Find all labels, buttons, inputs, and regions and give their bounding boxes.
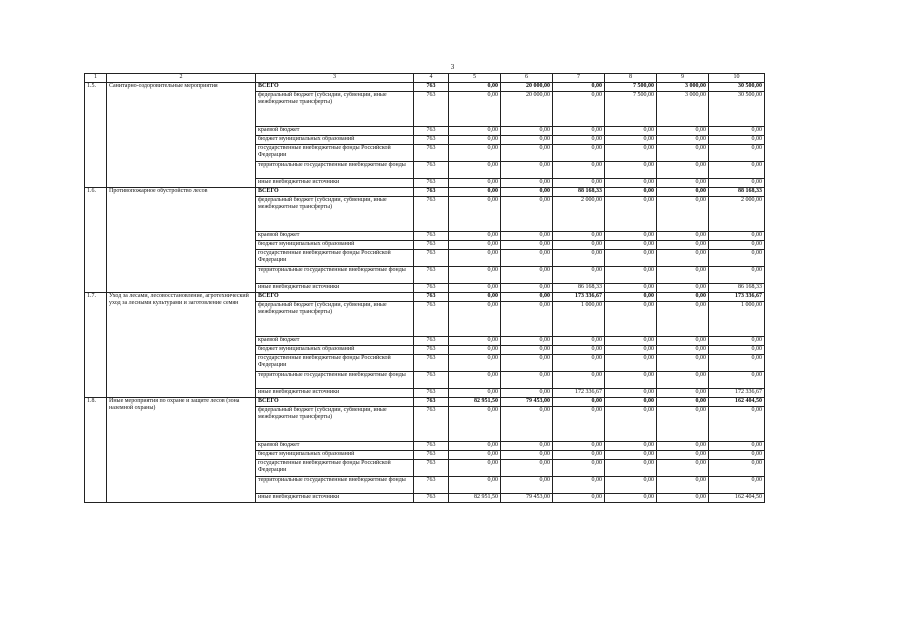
table-row [85,188,765,197]
amount-cell: 172 336,67 [553,389,605,398]
total-amount: 162 404,50 [709,494,765,503]
amount-cell: 0,00 [449,442,501,451]
amount-cell: 0,00 [449,267,501,284]
column-header-7: 7 [553,74,605,83]
amount-cell: 0,00 [657,355,709,372]
amount-cell: 0,00 [501,451,553,460]
budget-code: 763 [414,337,449,346]
amount-cell: 173 336,67 [553,293,605,302]
amount-cell: 0,00 [553,232,605,241]
total-amount: 162 404,50 [709,398,765,407]
amount-cell: 0,00 [501,407,553,442]
amount-cell: 0,00 [605,337,657,346]
funding-source-label: бюджет муниципальных образований [256,241,414,250]
amount-cell: 0,00 [657,293,709,302]
amount-cell: 0,00 [501,188,553,197]
total-amount: 2 000,00 [709,197,765,232]
funding-source-label: государственные внебюджетные фонды Российской Федерации [256,145,414,162]
amount-cell: 0,00 [553,442,605,451]
section-index: 1.5. [85,83,107,188]
funding-source-label: ВСЕГО [256,188,414,197]
column-header-8: 8 [605,74,657,83]
total-amount: 0,00 [709,460,765,477]
column-header-3: 3 [256,74,414,83]
funding-source-label: федеральный бюджет (субсидии, субвенции, иные межбюджетные трансферты) [256,197,414,232]
total-amount: 1 000,00 [709,302,765,337]
amount-cell: 0,00 [501,460,553,477]
amount-cell: 0,00 [657,232,709,241]
funding-source-label: государственные внебюджетные фонды Российской Федерации [256,250,414,267]
amount-cell: 0,00 [553,241,605,250]
amount-cell: 0,00 [449,136,501,145]
amount-cell: 0,00 [501,477,553,494]
amount-cell: 0,00 [553,494,605,503]
total-amount: 88 168,33 [709,188,765,197]
funding-source-label: краевой бюджет [256,127,414,136]
funding-source-label: территориальные государственные внебюджетные фонды [256,372,414,389]
column-header-6: 6 [501,74,553,83]
amount-cell: 0,00 [605,389,657,398]
budget-code: 763 [414,232,449,241]
amount-cell: 0,00 [657,407,709,442]
amount-cell: 0,00 [657,442,709,451]
total-amount: 0,00 [709,372,765,389]
amount-cell: 88 168,33 [553,188,605,197]
funding-source-label: иные внебюджетные источники [256,179,414,188]
budget-code: 763 [414,346,449,355]
amount-cell: 0,00 [553,372,605,389]
header-row [85,74,765,83]
table-body [85,83,765,503]
funding-source-label: федеральный бюджет (субсидии, субвенции, иные межбюджетные трансферты) [256,407,414,442]
amount-cell: 0,00 [605,477,657,494]
amount-cell: 2 000,00 [553,197,605,232]
budget-code: 763 [414,284,449,293]
amount-cell: 0,00 [553,337,605,346]
amount-cell: 0,00 [501,162,553,179]
amount-cell: 0,00 [553,145,605,162]
total-amount: 0,00 [709,442,765,451]
amount-cell: 0,00 [449,188,501,197]
amount-cell: 0,00 [553,250,605,267]
amount-cell: 3 000,00 [657,92,709,127]
amount-cell: 0,00 [449,83,501,92]
amount-cell: 0,00 [501,250,553,267]
funding-source-label: федеральный бюджет (субсидии, субвенции, иные межбюджетные трансферты) [256,302,414,337]
amount-cell: 0,00 [501,136,553,145]
amount-cell: 0,00 [605,197,657,232]
amount-cell: 0,00 [605,355,657,372]
amount-cell: 0,00 [657,188,709,197]
amount-cell: 79 453,00 [501,494,553,503]
amount-cell: 0,00 [449,337,501,346]
amount-cell: 0,00 [449,284,501,293]
amount-cell: 7 500,00 [605,83,657,92]
amount-cell: 0,00 [605,460,657,477]
funding-source-label: краевой бюджет [256,337,414,346]
funding-source-label: территориальные государственные внебюджетные фонды [256,477,414,494]
amount-cell: 0,00 [449,407,501,442]
amount-cell: 0,00 [657,250,709,267]
funding-source-label: государственные внебюджетные фонды Российской Федерации [256,355,414,372]
amount-cell: 0,00 [657,241,709,250]
amount-cell: 0,00 [657,372,709,389]
budget-code: 763 [414,83,449,92]
budget-code: 763 [414,127,449,136]
column-header-10: 10 [709,74,765,83]
amount-cell: 0,00 [605,346,657,355]
amount-cell: 0,00 [449,179,501,188]
amount-cell: 0,00 [553,92,605,127]
amount-cell: 0,00 [657,197,709,232]
amount-cell: 0,00 [657,145,709,162]
amount-cell: 0,00 [657,337,709,346]
amount-cell: 0,00 [501,145,553,162]
total-amount: 0,00 [709,145,765,162]
funding-source-label: ВСЕГО [256,293,414,302]
funding-source-label: территориальные государственные внебюджетные фонды [256,267,414,284]
funding-source-label: государственные внебюджетные фонды Российской Федерации [256,460,414,477]
funding-source-label: бюджет муниципальных образований [256,451,414,460]
funding-source-label: бюджет муниципальных образований [256,136,414,145]
amount-cell: 0,00 [605,494,657,503]
amount-cell: 0,00 [449,92,501,127]
budget-code: 763 [414,451,449,460]
amount-cell: 0,00 [657,398,709,407]
budget-code: 763 [414,442,449,451]
amount-cell: 20 000,00 [501,92,553,127]
funding-source-label: краевой бюджет [256,442,414,451]
amount-cell: 0,00 [501,442,553,451]
total-amount: 30 500,00 [709,83,765,92]
section-index: 1.6. [85,188,107,293]
amount-cell: 0,00 [657,136,709,145]
amount-cell: 0,00 [449,460,501,477]
amount-cell: 0,00 [657,284,709,293]
budget-code: 763 [414,179,449,188]
table-row [85,398,765,407]
amount-cell: 0,00 [449,372,501,389]
total-amount: 0,00 [709,477,765,494]
table-row [85,83,765,92]
amount-cell: 0,00 [449,127,501,136]
funding-source-label: бюджет муниципальных образований [256,346,414,355]
section-index: 1.7. [85,293,107,398]
amount-cell: 0,00 [501,337,553,346]
budget-code: 763 [414,407,449,442]
amount-cell: 0,00 [449,302,501,337]
amount-cell: 0,00 [501,355,553,372]
amount-cell: 0,00 [449,162,501,179]
amount-cell: 0,00 [449,346,501,355]
funding-source-label: территориальные государственные внебюджетные фонды [256,162,414,179]
amount-cell: 0,00 [501,389,553,398]
amount-cell: 0,00 [605,442,657,451]
amount-cell: 0,00 [657,389,709,398]
amount-cell: 0,00 [449,232,501,241]
budget-code: 763 [414,355,449,372]
amount-cell: 0,00 [501,241,553,250]
budget-code: 763 [414,389,449,398]
total-amount: 173 336,67 [709,293,765,302]
amount-cell: 0,00 [657,346,709,355]
amount-cell: 0,00 [501,346,553,355]
budget-code: 763 [414,162,449,179]
amount-cell: 0,00 [605,250,657,267]
amount-cell: 0,00 [605,302,657,337]
total-amount: 30 500,00 [709,92,765,127]
amount-cell: 0,00 [605,162,657,179]
amount-cell: 0,00 [501,232,553,241]
amount-cell: 7 500,00 [605,92,657,127]
section-title: Иные мероприятия по охране и защите лесов (зона наземной охраны) [107,398,256,503]
amount-cell: 0,00 [605,284,657,293]
amount-cell: 3 000,00 [657,83,709,92]
amount-cell: 0,00 [553,407,605,442]
budget-code: 763 [414,398,449,407]
funding-source-label: иные внебюджетные источники [256,389,414,398]
amount-cell: 0,00 [553,355,605,372]
budget-code: 763 [414,267,449,284]
total-amount: 0,00 [709,241,765,250]
amount-cell: 0,00 [449,355,501,372]
amount-cell: 0,00 [501,127,553,136]
total-amount: 0,00 [709,250,765,267]
budget-code: 763 [414,241,449,250]
budget-code: 763 [414,197,449,232]
page-number: 3 [450,63,455,71]
budget-code: 763 [414,477,449,494]
amount-cell: 0,00 [657,451,709,460]
amount-cell: 0,00 [449,293,501,302]
amount-cell: 0,00 [657,460,709,477]
amount-cell: 1 000,00 [553,302,605,337]
amount-cell: 0,00 [553,127,605,136]
budget-code: 763 [414,302,449,337]
total-amount: 0,00 [709,407,765,442]
amount-cell: 0,00 [449,250,501,267]
budget-code: 763 [414,293,449,302]
amount-cell: 0,00 [605,232,657,241]
amount-cell: 0,00 [657,494,709,503]
amount-cell: 0,00 [605,451,657,460]
total-amount: 86 168,33 [709,284,765,293]
amount-cell: 0,00 [605,136,657,145]
amount-cell: 82 951,50 [449,398,501,407]
total-amount: 0,00 [709,346,765,355]
column-header-1: 1 [85,74,107,83]
amount-cell: 0,00 [657,302,709,337]
funding-source-label: федеральный бюджет (субсидии, субвенции, иные межбюджетные трансферты) [256,92,414,127]
amount-cell: 0,00 [657,477,709,494]
total-amount: 0,00 [709,162,765,179]
total-amount: 0,00 [709,127,765,136]
funding-source-label: ВСЕГО [256,83,414,92]
total-amount: 0,00 [709,267,765,284]
amount-cell: 0,00 [449,241,501,250]
funding-source-label: иные внебюджетные источники [256,284,414,293]
table-row [85,293,765,302]
amount-cell: 0,00 [501,284,553,293]
amount-cell: 0,00 [553,267,605,284]
amount-cell: 0,00 [605,398,657,407]
total-amount: 172 336,67 [709,389,765,398]
amount-cell: 0,00 [449,145,501,162]
amount-cell: 0,00 [501,372,553,389]
total-amount: 0,00 [709,232,765,241]
amount-cell: 0,00 [605,241,657,250]
amount-cell: 0,00 [605,293,657,302]
amount-cell: 79 453,00 [501,398,553,407]
funding-source-label: ВСЕГО [256,398,414,407]
budget-code: 763 [414,136,449,145]
column-header-2: 2 [107,74,256,83]
amount-cell: 0,00 [657,162,709,179]
amount-cell: 0,00 [553,179,605,188]
amount-cell: 0,00 [501,197,553,232]
total-amount: 0,00 [709,337,765,346]
amount-cell: 0,00 [657,267,709,284]
section-title: Санитарно-оздоровительные мероприятия [107,83,256,188]
budget-code: 763 [414,145,449,162]
amount-cell: 0,00 [449,451,501,460]
amount-cell: 0,00 [605,188,657,197]
amount-cell: 82 951,50 [449,494,501,503]
section-index: 1.8. [85,398,107,503]
amount-cell: 0,00 [605,372,657,389]
amount-cell: 86 168,33 [553,284,605,293]
budget-code: 763 [414,460,449,477]
column-header-9: 9 [657,74,709,83]
amount-cell: 0,00 [605,179,657,188]
column-header-5: 5 [449,74,501,83]
budget-code: 763 [414,250,449,267]
amount-cell: 0,00 [553,460,605,477]
amount-cell: 0,00 [553,83,605,92]
amount-cell: 0,00 [553,451,605,460]
amount-cell: 0,00 [553,398,605,407]
funding-source-label: иные внебюджетные источники [256,494,414,503]
amount-cell: 0,00 [605,145,657,162]
amount-cell: 0,00 [605,267,657,284]
budget-table [84,73,765,503]
amount-cell: 0,00 [449,389,501,398]
budget-code: 763 [414,372,449,389]
total-amount: 0,00 [709,136,765,145]
amount-cell: 0,00 [501,267,553,284]
amount-cell: 0,00 [449,477,501,494]
amount-cell: 0,00 [657,179,709,188]
column-header-4: 4 [414,74,449,83]
budget-code: 763 [414,188,449,197]
amount-cell: 20 000,00 [501,83,553,92]
amount-cell: 0,00 [605,127,657,136]
section-title: Противопожарное обустройство лесов [107,188,256,293]
funding-source-label: краевой бюджет [256,232,414,241]
amount-cell: 0,00 [553,477,605,494]
amount-cell: 0,00 [501,302,553,337]
amount-cell: 0,00 [553,136,605,145]
amount-cell: 0,00 [553,162,605,179]
total-amount: 0,00 [709,451,765,460]
total-amount: 0,00 [709,355,765,372]
budget-code: 763 [414,92,449,127]
amount-cell: 0,00 [501,293,553,302]
section-title: Уход за лесами, лесовосстановление, агротехнический уход за лесными культурами и заготовление семян [107,293,256,398]
amount-cell: 0,00 [449,197,501,232]
total-amount: 0,00 [709,179,765,188]
amount-cell: 0,00 [657,127,709,136]
amount-cell: 0,00 [501,179,553,188]
budget-code: 763 [414,494,449,503]
amount-cell: 0,00 [605,407,657,442]
amount-cell: 0,00 [553,346,605,355]
